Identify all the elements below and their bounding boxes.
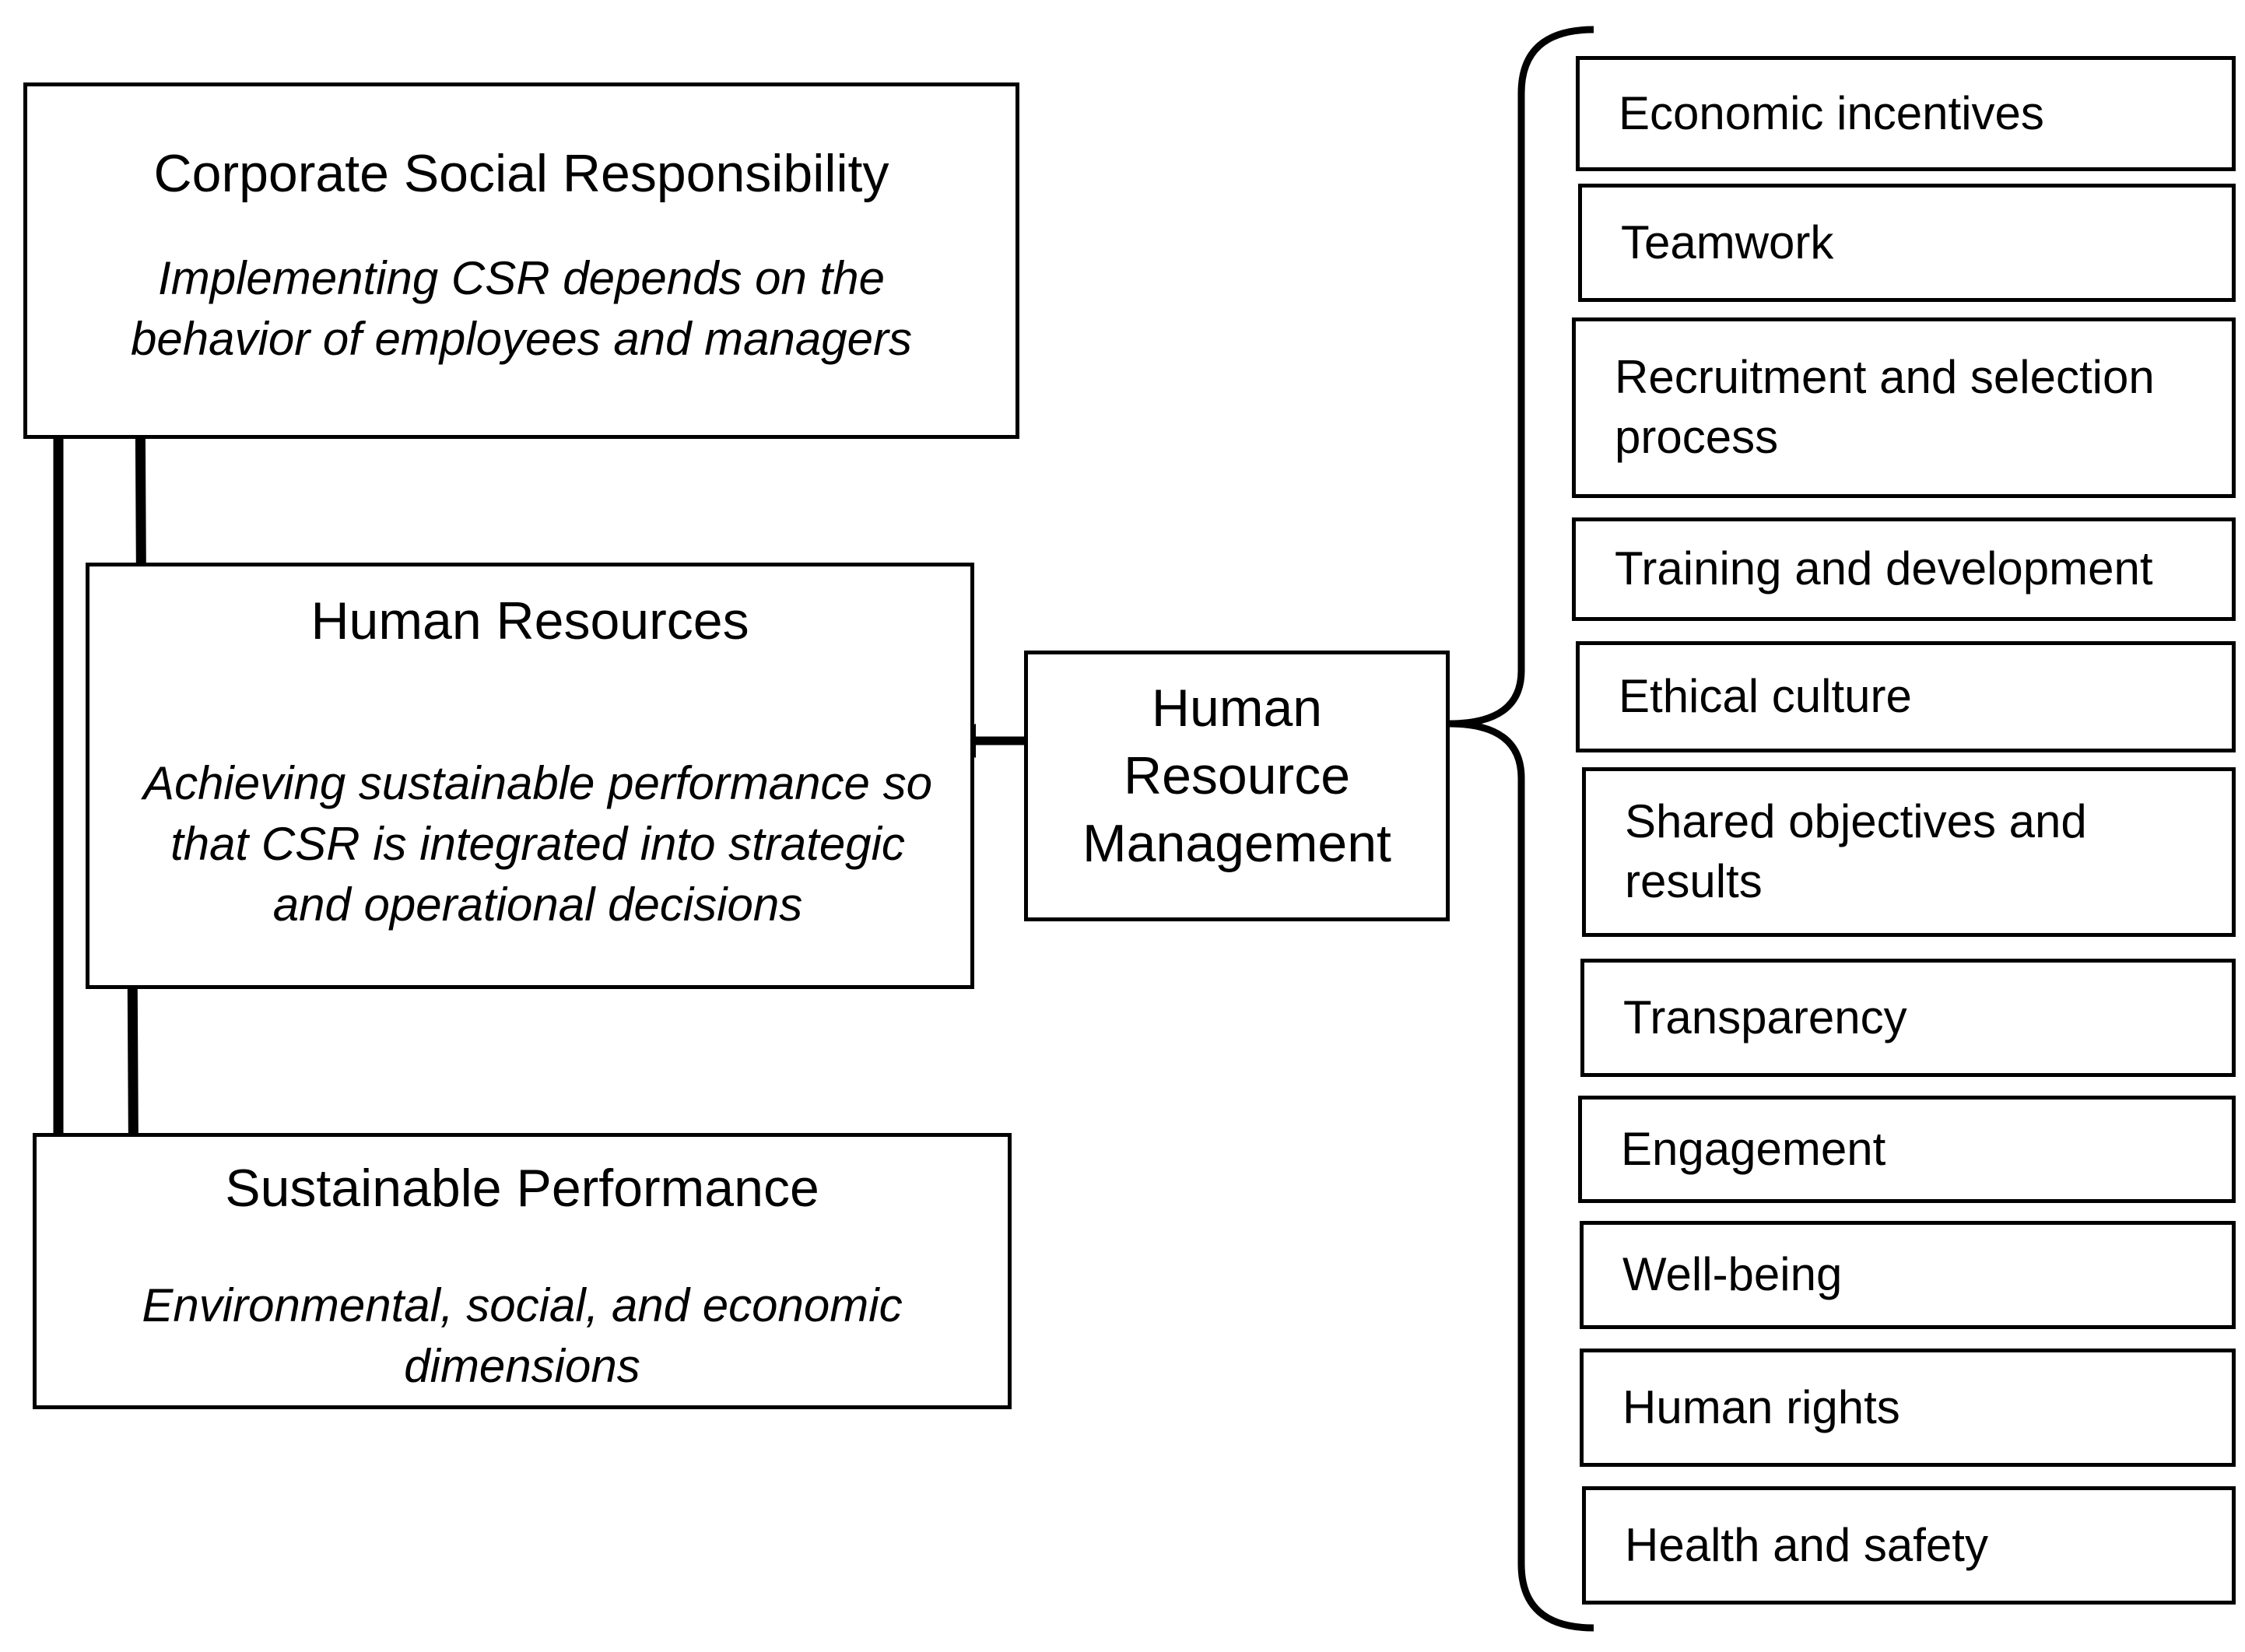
practice-economic-incentives	[1576, 56, 2236, 171]
practice-label: Economic incentives	[1619, 86, 2044, 139]
practice-training-development	[1572, 517, 2236, 621]
practice-label: Shared objectives and	[1625, 795, 2087, 848]
practice-label: Engagement	[1621, 1122, 1886, 1175]
hr-title: Human Resources	[310, 591, 749, 651]
csr-description-line: behavior of employees and managers	[131, 313, 912, 365]
practice-label: Transparency	[1623, 991, 1907, 1043]
practice-label: Recruitment and selection	[1615, 351, 2155, 404]
hr-description-line: Achieving sustainable performance so	[143, 757, 932, 809]
practice-label: Ethical culture	[1619, 670, 1912, 723]
sp-description-line: Environmental, social, and economic	[142, 1279, 903, 1331]
csr-description-line: Implementing CSR depends on the	[158, 252, 885, 304]
practice-human-rights	[1580, 1349, 2236, 1467]
hr-description-line: that CSR is integrated into strategic	[170, 818, 905, 870]
practice-shared-objectives	[1582, 767, 2236, 937]
practice-label: Human rights	[1622, 1380, 1900, 1433]
hrm-label-line: Management	[1082, 814, 1391, 874]
practice-label-line2: process	[1615, 411, 1779, 463]
practice-label: Health and safety	[1625, 1518, 1988, 1571]
practice-label-line2: results	[1625, 855, 1763, 907]
sp-box	[33, 1133, 1012, 1409]
hrm-label-line: Human	[1151, 679, 1323, 738]
hr-description-line: and operational decisions	[272, 879, 803, 931]
csr-title: Corporate Social Responsibility	[153, 144, 889, 203]
practice-teamwork	[1578, 184, 2236, 302]
hrm-label-line: Resource	[1123, 746, 1351, 806]
hrm-label	[1028, 675, 1446, 878]
practice-label: Teamwork	[1621, 216, 1834, 268]
sp-title: Sustainable Performance	[225, 1159, 819, 1218]
practice-label: Training and development	[1615, 542, 2153, 595]
sp-description	[37, 1275, 1008, 1397]
hr-description	[105, 753, 970, 935]
hrm-box	[1024, 651, 1450, 921]
practices-brace	[1449, 30, 1594, 1628]
hr-box	[86, 563, 974, 989]
practice-ethical-culture	[1576, 641, 2236, 752]
practice-engagement	[1578, 1096, 2236, 1203]
practice-transparency	[1580, 959, 2236, 1077]
practice-well-being	[1580, 1221, 2236, 1329]
practice-recruitment-selection	[1572, 317, 2236, 498]
practice-health-safety	[1582, 1486, 2236, 1605]
csr-box	[23, 82, 1019, 439]
sp-description-line: dimensions	[404, 1340, 640, 1392]
practice-label: Well-being	[1622, 1248, 1843, 1301]
csr-description	[27, 248, 1016, 370]
